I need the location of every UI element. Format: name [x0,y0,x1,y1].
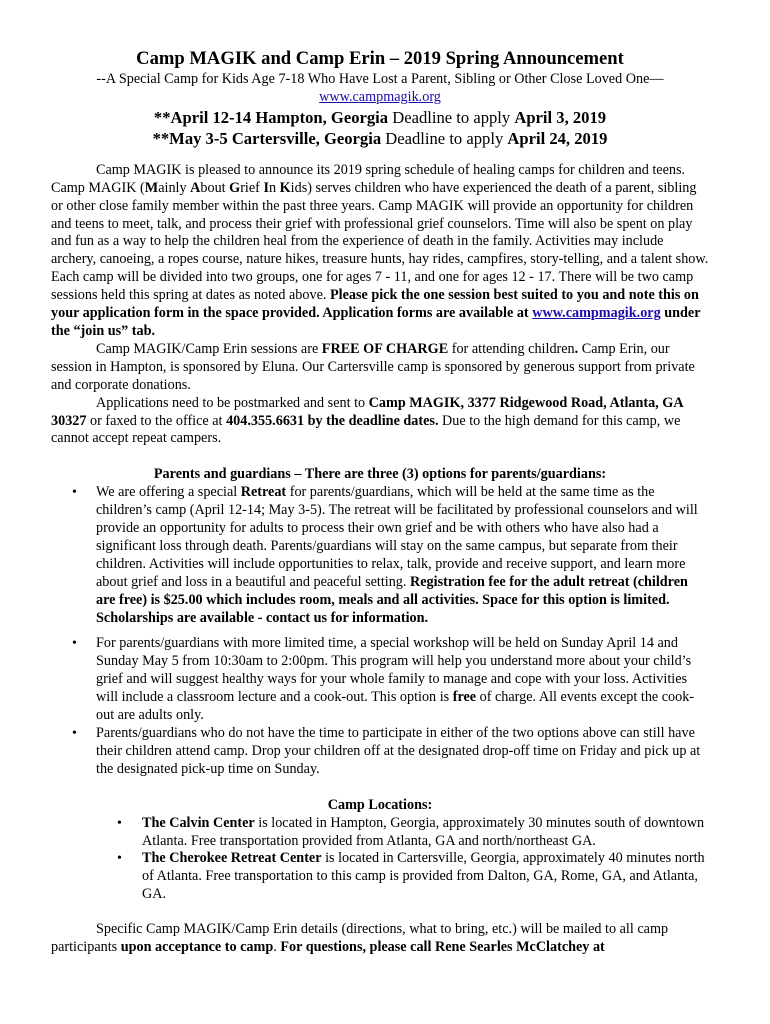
application-link[interactable]: www.campmagik.org [532,305,661,322]
list-item [51,635,709,725]
application-text: or faxed to the office at [86,412,227,429]
closing-emphasis: upon acceptance to camp [120,939,274,956]
closing-text: . [273,939,281,956]
session-cartersville-dates: **May 3-5 Cartersville, Georgia [152,128,382,148]
location-description: is located in Cartersville, Georgia, approximately 40 minutes north of Atlanta. Free transportation to this camp is provided from Dalton, GA, Rome, GA, and Atlanta, GA. [142,850,705,903]
acronym-letter: I [263,179,269,196]
list-item [51,725,709,779]
session-cartersville [51,128,709,149]
intro-instruction: Please pick the one session best suited to you and note this on your application form in the space provided. Application forms are available at [51,287,699,322]
application-paragraph [51,395,709,449]
intro-section [51,162,709,449]
fax-number: 404.355.6631 by the deadline dates. [226,412,439,429]
option-text: Parents/guardians who do not have the time to participate in either of the two options above can still have their children attend camp. Drop your children off at the designated drop-off time on Friday and pick up at the designated pick-up time on Sunday. [96,725,701,777]
bullet-icon: • [72,726,77,741]
intro-instruction-tail: under the “join us” tab. [51,305,701,339]
acronym-letter: M [144,179,159,196]
retreat-label: Retreat [240,484,287,501]
page-title: Camp MAGIK and Camp Erin – 2019 Spring Announcement [136,48,624,69]
acronym-word: rief [240,179,264,196]
option-text: of charge. All events except the cook-out are adults only. [96,689,695,724]
acronym-letter: K [279,179,291,196]
free-text: for attending children [448,340,575,357]
option-text: for parents/guardians, which will be held at the same time as the children’s camp (April 12-14; May 3-5). The retreat will be facilitated by professional counselors and will provide an opportunity for adults to process their own grief and be with others who have also had a significant loss through death. Parents/guardians will stay on the same campus, but separate from their children. Activities will include opportunities to relax, talk, provide and receive support, and learn more about grief and loss in a beautiful and peaceful setting. [96,484,698,590]
session-cartersville-label: Deadline to apply [381,128,508,148]
website-link-wrap [51,89,709,107]
option-text: For parents/guardians with more limited time, a special workshop will be held on Sunday April 14 and Sunday May 5 from 10:30am to 2:00pm. This program will help you understand more about your child’s grief and will suggest healthy ways for your whole family to manage and cope with your loss. Activities will include a classroom lecture and a cook-out. This option is [96,635,692,706]
bullet-icon: • [117,851,122,867]
contact-line: For questions, please call Rene Searles McClatchey at [280,939,605,956]
announcement-page [51,48,709,957]
acronym-word: bout [200,179,230,196]
application-text: Applications need to be postmarked and sent to [96,394,369,411]
acronym-letter: A [190,179,201,196]
session-hampton [51,107,709,128]
locations-list [51,815,709,905]
acronym-letter: G [229,179,241,196]
page-subtitle: --A Special Camp for Kids Age 7-18 Who Have Lost a Parent, Sibling or Other Close Loved One— [96,71,664,87]
acronym-word: n [268,179,280,196]
option-text: We are offering a special [96,484,241,501]
list-item [51,815,709,851]
intro-paragraph [51,162,709,341]
parent-options-list [51,484,709,779]
free-label: free [452,689,477,706]
application-text: Due to the high demand for this camp, we cannot accept repeat campers. [51,412,681,447]
location-name: The Calvin Center [142,814,255,831]
closing-text: Specific Camp MAGIK/Camp Erin details (directions, what to bring, etc.) will be mailed to all camp participants [51,921,669,956]
sponsor-text: Camp Erin, our session in Hampton, is sponsored by Eluna. Our Cartersville camp is sponsored by generous support from private and corporate donations. [51,340,695,393]
registration-fee-note: Registration fee for the adult retreat (children are free) is $25.00 which includes room, meals and all activities. Space for this option is limited. Scholarships are available - contact us for information. [96,573,688,626]
parents-heading: Parents and guardians – There are three (3) options for parents/guardians: [153,466,607,483]
location-name: The Cherokee Retreat Center [142,850,322,867]
free-text-period: . [574,340,579,357]
bullet-icon: • [72,636,77,652]
bullet-icon: • [117,815,122,831]
free-text: Camp MAGIK/Camp Erin sessions are [96,340,322,357]
intro-text: ) serves children who have experienced the death of a parent, sibling or other close family member within the past three years. Camp MAGIK will provide an opportunity for children and teens to meet, talk, and process their grief with professional grief counselors. Time will also be spent on play and fun as a way to help the children heal from the experience of death in the family. Activities may include archery, canoeing, a ropes course, nature hikes, treasure hunts, hay rides, campfires, story-telling, and a talent show. Each camp will be divided into two groups, one for ages 7 - 11, and one for ages 12 - 17. There will be two camp sessions held this spring at dates as noted above. [51,179,709,304]
location-description: is located in Hampton, Georgia, approximately 30 minutes south of downtown Atlanta. Free transportation provided from Atlanta, GA and north/northeast GA. [142,814,705,849]
mailing-address: Camp MAGIK, 3377 Ridgewood Road, Atlanta, GA 30327 [51,394,683,429]
session-hampton-deadline: April 3, 2019 [514,107,607,127]
free-of-charge: FREE OF CHARGE [321,340,449,357]
acronym-word: ids [290,179,308,196]
closing-paragraph [51,921,709,957]
bullet-icon: • [72,485,77,501]
free-charge-paragraph [51,341,709,395]
intro-text: Camp MAGIK is pleased to announce its 2019 spring schedule of healing camps for children and teens. Camp MAGIK ( [51,161,686,196]
session-cartersville-deadline: April 24, 2019 [507,128,608,148]
acronym-word: ainly [158,179,191,196]
list-item [51,484,709,627]
locations-heading: Camp Locations: [327,796,433,813]
session-hampton-label: Deadline to apply [388,107,515,127]
list-item [51,850,709,904]
session-hampton-dates: **April 12-14 Hampton, Georgia [153,107,389,127]
website-link[interactable]: www.campmagik.org [319,88,441,105]
